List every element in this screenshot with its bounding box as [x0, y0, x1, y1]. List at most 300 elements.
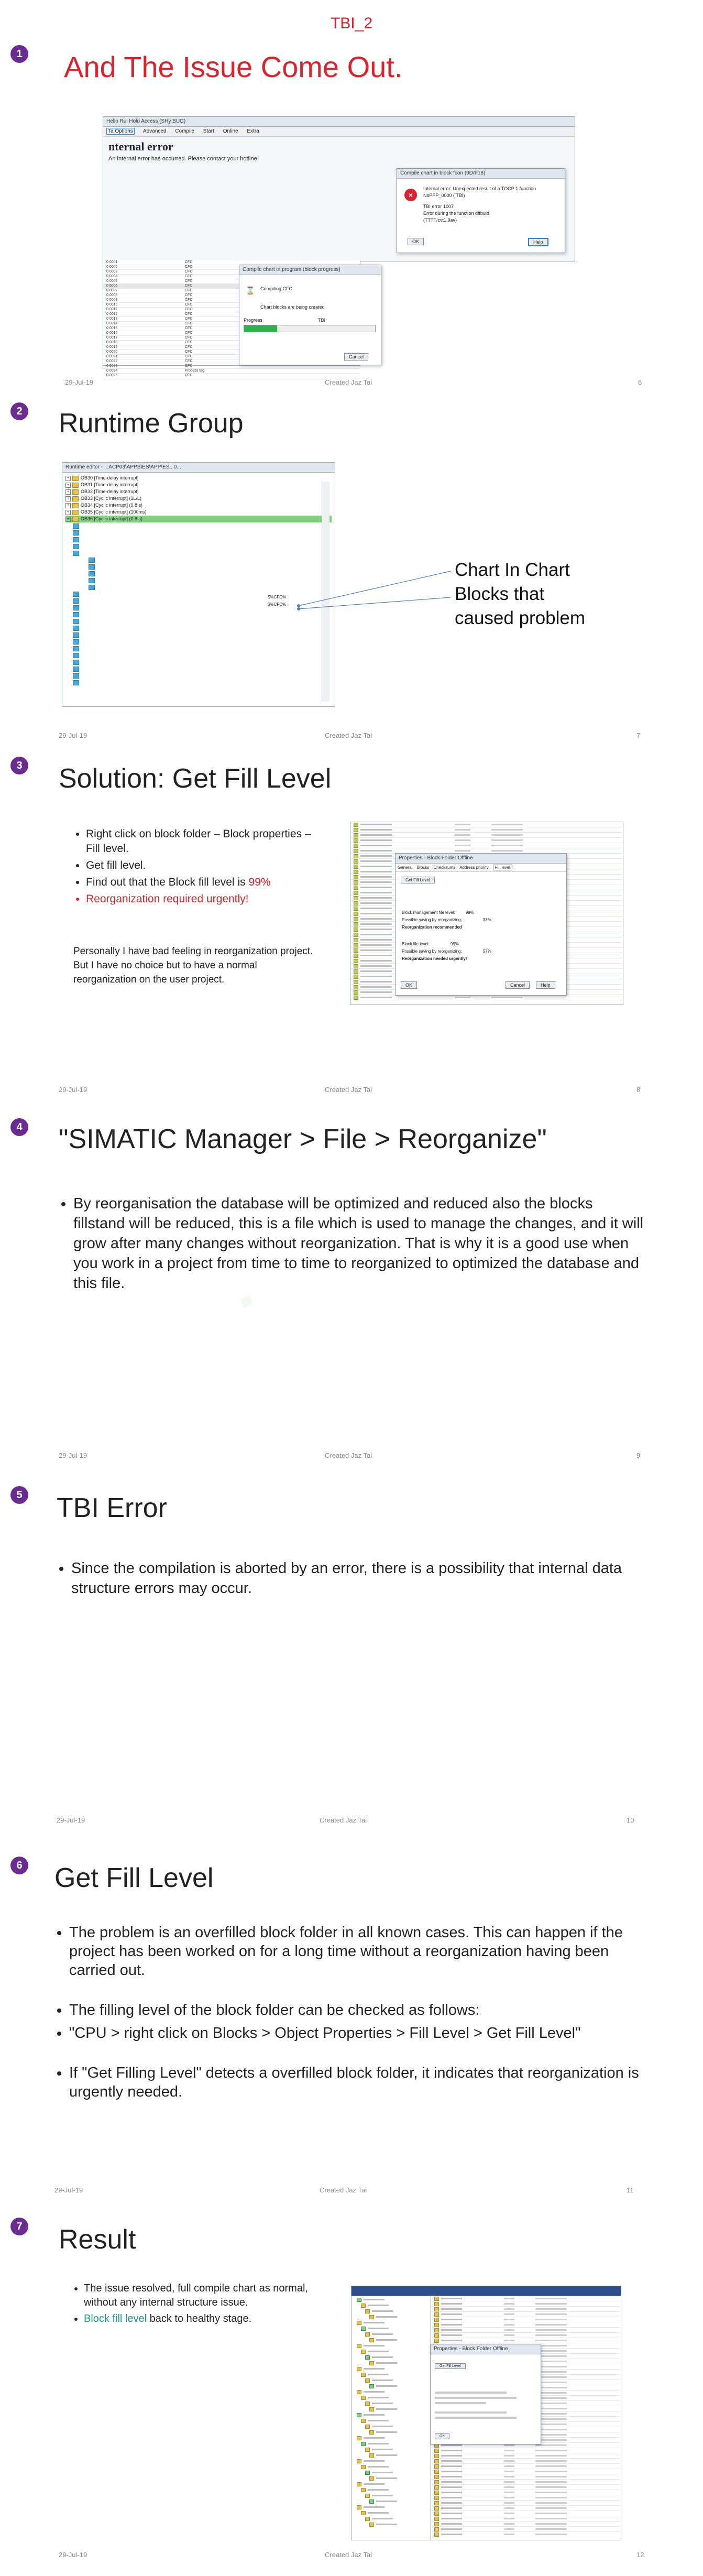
pointer-label: $%CFC% [268, 602, 287, 607]
tree-item[interactable] [352, 2337, 430, 2342]
menu-bar [103, 127, 575, 137]
block-icon [354, 964, 358, 968]
block-row[interactable] [431, 2453, 620, 2459]
tab-address-priority[interactable]: Address priority [459, 865, 489, 870]
folder-icon [361, 2488, 366, 2492]
menu-item[interactable]: Compile [175, 128, 194, 134]
block-icon [434, 2475, 439, 2479]
folder-icon [361, 2327, 366, 2331]
block-icon [354, 854, 358, 858]
tree-item[interactable] [352, 2319, 430, 2325]
progress-line-2: Chart blocks are being created [260, 304, 325, 310]
slide-title: "SIMATIC Manager > File > Reorganize" [59, 1124, 547, 1154]
block-icon [434, 2302, 439, 2306]
block-row[interactable]: 0 0013 CFC [103, 317, 360, 322]
bullet: • The issue resolved, full compile chart as normal, without any internal structure issue. [84, 2282, 333, 2310]
slide-paragraph: Personally I have bad feeling in reorganization project. But I have no choice but to have a normal reorganization on the user project. [73, 946, 313, 985]
tree-item[interactable] [65, 652, 332, 659]
folder-icon [73, 626, 79, 631]
fill-level-info [435, 2392, 537, 2423]
arrow-tip [297, 607, 300, 610]
dialog-ok-button[interactable]: OK [408, 238, 424, 245]
tree-item[interactable] [352, 2469, 430, 2475]
block-icon [434, 2323, 439, 2327]
folder-icon [357, 2459, 361, 2463]
block-row[interactable] [431, 2506, 620, 2511]
tree-item[interactable] [65, 625, 332, 631]
slide-author: Created Jaz Tai [325, 2551, 372, 2559]
folder-icon [72, 510, 79, 515]
folder-icon [357, 2436, 361, 2440]
fill-level-value: 99% [248, 876, 271, 888]
block-icon [434, 2318, 439, 2322]
info-line: Possible saving by reorganizing: 33% [402, 918, 491, 922]
block-icon [354, 849, 358, 853]
bullet: • Right click on block folder – Block properties – Fill level. [86, 827, 314, 856]
block-icon [354, 886, 358, 890]
folder-icon [73, 537, 79, 542]
tab-checksums[interactable]: Checksums [433, 865, 456, 870]
folder-icon [369, 2453, 374, 2458]
dialog-title: Properties - Block Folder Offline [396, 854, 566, 864]
slide-bullets [57, 1558, 643, 1600]
block-row[interactable]: 0 0004 CFC [103, 275, 360, 279]
tree-item[interactable] [65, 638, 332, 645]
block-row[interactable] [431, 2501, 620, 2506]
block-row[interactable]: 0 0024 Process tag [103, 369, 360, 374]
folder-icon [365, 2494, 370, 2498]
block-row[interactable]: 0 0017 CFC [103, 336, 360, 341]
tree-item[interactable] [65, 570, 332, 577]
slide-page: 8 [636, 1086, 641, 1094]
arrow-line [299, 597, 451, 609]
block-icon [434, 2459, 439, 2463]
block-row[interactable]: 0 0020 CFC [103, 350, 360, 355]
block-row[interactable]: 0 0016 CFC [103, 331, 360, 336]
block-icon [434, 2480, 439, 2484]
tree-item[interactable] [352, 2504, 430, 2509]
tree-item[interactable] [352, 2308, 430, 2313]
dialog-help-button[interactable]: Help [536, 981, 555, 989]
slide-author: Created Jaz Tai [320, 2186, 367, 2194]
block-icon [354, 828, 358, 832]
tree-item[interactable] [352, 2354, 430, 2360]
folder-icon [357, 2482, 361, 2486]
block-row[interactable] [431, 2516, 620, 2522]
tree-item[interactable] [65, 522, 332, 529]
tree-item[interactable] [352, 2440, 430, 2446]
tree-item[interactable] [352, 2498, 430, 2504]
folder-icon [73, 598, 79, 604]
tree-item[interactable] [352, 2515, 430, 2521]
folder-icon [365, 2471, 370, 2475]
tree-item[interactable] [352, 2475, 430, 2481]
tree-item[interactable] [65, 659, 332, 665]
folder-icon [357, 2367, 361, 2371]
tree-item[interactable] [352, 2388, 430, 2394]
tree-item[interactable] [352, 2406, 430, 2411]
slide-author: Created Jaz Tai [325, 732, 372, 739]
tree-item[interactable]: + OB36 [Cyclic interrupt] (0.8 s) [65, 516, 332, 522]
block-row[interactable]: 0 0012 CFC [103, 312, 360, 317]
folder-icon [73, 680, 79, 685]
slide-author: Created Jaz Tai [325, 378, 372, 386]
folder-icon [365, 2402, 370, 2406]
block-row[interactable] [431, 2328, 620, 2333]
result-screenshot [351, 2286, 621, 2540]
folder-icon [72, 496, 79, 501]
tree-item[interactable] [352, 2411, 430, 2417]
folder-icon [357, 2298, 361, 2302]
bullet: • By reorganisation the database will be optimized and reduced also the blocks fillstand will be reduced, this is a file which is used to manage the changes, and it will grow after many changes without reorganization. That is why it is a good use when you work in a project from time to time to reorganized to optimized the database and this file. [73, 1194, 645, 1293]
block-row[interactable]: 0 0005 CFC [103, 279, 360, 284]
block-row[interactable] [350, 995, 623, 1000]
block-icon [434, 2449, 439, 2453]
tree-item[interactable] [352, 2417, 430, 2423]
bullet: • If "Get Filling Level" detects a overfilled block folder, it indicates that reorganization is urgently needed. [69, 2064, 646, 2101]
tree-item[interactable] [352, 2463, 430, 2469]
tree-item[interactable] [352, 2435, 430, 2440]
block-icon [354, 891, 358, 895]
project-tree [352, 2296, 431, 2540]
error-dialog [397, 168, 565, 253]
progress-value: TBI [318, 318, 326, 323]
tree-item[interactable] [65, 563, 332, 570]
folder-icon [73, 667, 79, 672]
block-row[interactable]: 0 0006 CFC [103, 284, 360, 289]
tree-item[interactable]: + OB30 [Time-delay interrupt] [65, 475, 332, 482]
folder-icon [72, 503, 79, 508]
folder-icon [369, 2315, 374, 2319]
folder-icon [73, 632, 79, 638]
tree-item[interactable] [65, 631, 332, 638]
tree-item[interactable] [352, 2296, 430, 2302]
slide-date: 29-Jul-19 [57, 1816, 85, 1824]
block-row[interactable] [431, 2317, 620, 2322]
block-icon [354, 996, 358, 1000]
info-line: Possible saving by reorganizing: 57% [402, 949, 491, 954]
tree-item[interactable] [352, 2492, 430, 2498]
block-row[interactable]: 0 0019 CFC [103, 345, 360, 350]
tree-item[interactable] [352, 2429, 430, 2435]
block-icon [434, 2485, 439, 2490]
menu-item[interactable]: Advanced [143, 128, 167, 134]
block-row[interactable]: 0 0002 CFC [103, 265, 360, 270]
block-icon [434, 2501, 439, 2505]
block-row[interactable] [431, 2301, 620, 2307]
block-row[interactable] [431, 2459, 620, 2464]
tree-item[interactable] [352, 2486, 430, 2492]
tree-item[interactable] [352, 2400, 430, 2406]
block-row[interactable] [431, 2485, 620, 2490]
folder-icon [72, 489, 79, 495]
tab-fill-level[interactable]: Fill level [493, 865, 512, 870]
folder-icon [73, 673, 79, 679]
block-icon [354, 938, 358, 942]
tree-item[interactable] [352, 2325, 430, 2331]
block-icon [354, 833, 358, 837]
folder-icon [357, 2413, 361, 2417]
tree-item[interactable] [65, 536, 332, 543]
progress-cancel-button[interactable]: Cancel [344, 353, 368, 361]
slide-date: 29-Jul-19 [59, 1086, 87, 1094]
bullet: • "CPU > right click on Blocks > Object Properties > Fill Level > Get Fill Level" [69, 2024, 646, 2043]
block-icon [354, 880, 358, 885]
block-row[interactable]: 0 0022 CFC [103, 359, 360, 364]
block-icon [354, 907, 358, 911]
tree-item[interactable] [352, 2365, 430, 2371]
tree-item[interactable] [352, 2458, 430, 2463]
folder-icon [365, 2332, 370, 2337]
tree-item[interactable] [352, 2383, 430, 2388]
slide-page: 10 [627, 1816, 634, 1824]
tree-item[interactable] [65, 672, 332, 679]
block-row[interactable] [350, 843, 623, 848]
tree-item[interactable] [352, 2452, 430, 2458]
block-row[interactable] [431, 2307, 620, 2312]
dialog-text: Internal error: Unexpected result of a TOCP 1 function NoPPP_0000 ( TBI) TBI error 1007 Error during the function dffbuid (TTTT/cvt1.9av) [423, 186, 536, 223]
slide-date: 29-Jul-19 [65, 378, 94, 386]
block-row[interactable] [431, 2527, 620, 2532]
error-screenshot [103, 116, 575, 261]
tree-item[interactable] [352, 2509, 430, 2515]
block-icon [354, 975, 358, 979]
block-icon [434, 2522, 439, 2526]
tree-item[interactable] [352, 2446, 430, 2452]
folder-icon [72, 476, 79, 481]
block-row[interactable] [350, 838, 623, 843]
block-row[interactable] [431, 2312, 620, 2317]
folder-icon [361, 2511, 366, 2515]
tree-item[interactable] [65, 618, 332, 625]
tree-item[interactable] [65, 665, 332, 672]
error-message: An internal error has occurred. Please contact your hotline. [108, 156, 259, 162]
bullet: • The filling level of the block folder can be checked as follows: [69, 2001, 646, 2020]
dialog-help-button[interactable]: Help [528, 238, 548, 246]
block-row[interactable] [431, 2480, 620, 2485]
tree-item[interactable]: + OB33 [Cyclic interrupt] (1L/L) [65, 495, 332, 502]
slide-number-badge: 6 [10, 1857, 28, 1874]
progress-bar-fill [244, 325, 277, 332]
tree-item[interactable] [352, 2360, 430, 2365]
block-icon [354, 823, 358, 827]
slide-number-badge: 2 [10, 402, 28, 420]
block-row[interactable] [431, 2448, 620, 2453]
folder-icon [365, 2517, 370, 2521]
block-row[interactable]: 0 0011 CFC [103, 308, 360, 312]
tree-item[interactable]: + OB32 [Time-delay interrupt] [65, 488, 332, 495]
get-fill-level-button[interactable]: Get Fill Level [435, 2363, 466, 2369]
tree-item[interactable] [352, 2331, 430, 2337]
dialog-ok-button[interactable]: OK [401, 981, 417, 989]
block-row[interactable]: 0 0025 CFC [103, 374, 360, 378]
block-row[interactable] [431, 2464, 620, 2469]
tab-blocks[interactable]: Blocks [416, 865, 430, 870]
tree-item[interactable] [352, 2377, 430, 2383]
window-title: Hello Rui Hold Access (SHy BUG) [103, 117, 575, 127]
tree-item[interactable] [352, 2302, 430, 2308]
info-line: Block management file level: 99% [402, 910, 474, 915]
block-icon [354, 922, 358, 926]
tree-item[interactable] [65, 597, 332, 604]
tree-item[interactable]: + OB35 [Cyclic interrupt] (100ms) [65, 509, 332, 516]
block-row[interactable] [350, 833, 623, 838]
progress-line-1: Compiling CFC [260, 286, 293, 291]
dialog-ok-button[interactable]: OK [435, 2433, 449, 2439]
folder-icon [369, 2476, 374, 2481]
block-row[interactable]: 0 0001 CFC [103, 260, 360, 265]
folder-icon [89, 564, 95, 570]
tree-item[interactable]: + OB31 [Time-delay interrupt] [65, 482, 332, 488]
bullet: • Reorganization required urgently! [86, 892, 314, 907]
slide-number-badge: 7 [10, 2218, 28, 2235]
block-row[interactable] [431, 2522, 620, 2527]
tab-general[interactable]: General [398, 865, 413, 870]
block-icon [354, 912, 358, 916]
tree-item[interactable] [65, 611, 332, 618]
block-row[interactable]: 0 0010 CFC [103, 303, 360, 308]
folder-icon [365, 2355, 370, 2360]
tree-item[interactable] [65, 550, 332, 556]
block-row[interactable] [431, 2490, 620, 2495]
slide-bullets [71, 2282, 333, 2328]
slide-number-badge: 3 [10, 757, 28, 774]
block-icon [354, 927, 358, 932]
block-icon [354, 838, 358, 843]
block-row[interactable]: 0 0015 CFC [103, 326, 360, 331]
progress-bar [244, 325, 376, 332]
tree-item[interactable] [65, 529, 332, 536]
tree-item[interactable] [352, 2481, 430, 2486]
block-row[interactable] [431, 2296, 620, 2301]
block-row[interactable] [431, 2338, 620, 2343]
folder-icon [357, 2321, 361, 2325]
block-icon [434, 2506, 439, 2510]
document-title: TBI_2 [330, 15, 373, 32]
slide-page: 6 [638, 378, 642, 386]
block-row[interactable] [431, 2495, 620, 2501]
slide-title: Runtime Group [59, 408, 244, 439]
block-row[interactable] [431, 2474, 620, 2480]
tree-item[interactable] [65, 577, 332, 584]
tree-item[interactable] [65, 679, 332, 686]
block-icon [434, 2491, 439, 2495]
folder-icon [369, 2430, 374, 2435]
dialog-cancel-button[interactable]: Cancel [506, 981, 530, 989]
block-row[interactable]: 0 0023 CFC [103, 364, 360, 369]
folder-icon [73, 653, 79, 658]
block-icon [354, 844, 358, 848]
tree-item[interactable] [352, 2342, 430, 2348]
get-fill-level-button[interactable]: Get Fill Level [401, 877, 435, 883]
tree-item[interactable] [65, 604, 332, 611]
block-row[interactable]: 0 0014 CFC [103, 322, 360, 326]
slide-bullets [54, 1923, 646, 2103]
block-icon [354, 896, 358, 900]
block-icon [354, 969, 358, 974]
folder-icon [365, 2448, 370, 2452]
tree-item[interactable] [352, 2423, 430, 2429]
dialog-title: Compile chart in block fcon (9D/F18) [397, 169, 565, 179]
arrow-line [299, 571, 451, 606]
block-row[interactable]: 0 0009 CFC [103, 298, 360, 303]
block-row[interactable] [431, 2322, 620, 2328]
properties-dialog [430, 2344, 541, 2444]
annotation-arrows [293, 566, 461, 629]
block-icon [354, 980, 358, 984]
block-row[interactable] [431, 2333, 620, 2338]
block-row[interactable] [431, 2511, 620, 2516]
tree-item[interactable] [352, 2394, 430, 2400]
menu-item[interactable]: Online [223, 128, 238, 134]
tree-item[interactable] [65, 556, 332, 563]
folder-icon [73, 523, 79, 529]
pointer-label: $%CFC% [268, 595, 287, 599]
tree-item[interactable] [352, 2371, 430, 2377]
block-row[interactable]: 0 0003 CFC [103, 270, 360, 275]
tree-item[interactable] [65, 591, 332, 597]
block-icon [354, 901, 358, 905]
block-icon [434, 2512, 439, 2516]
slide-page: 9 [636, 1451, 641, 1459]
block-icon [434, 2339, 439, 2343]
error-heading: nternal error [108, 140, 173, 153]
tree-item[interactable]: + OB34 [Cyclic interrupt] (0.8 s) [65, 502, 332, 509]
slide-date: 29-Jul-19 [59, 2551, 87, 2559]
tree-item[interactable] [352, 2313, 430, 2319]
block-row[interactable]: 0 0007 CFC [103, 289, 360, 293]
folder-icon [361, 2304, 366, 2308]
dialog-title: Properties - Block Folder Offline [431, 2344, 541, 2354]
folder-icon [365, 2425, 370, 2429]
info-line: Block file level: 99% [402, 942, 459, 946]
folder-icon [357, 2390, 361, 2394]
block-row[interactable] [431, 2532, 620, 2537]
tree-item[interactable] [352, 2521, 430, 2527]
folder-icon [357, 2344, 361, 2348]
block-row[interactable] [350, 827, 623, 833]
block-icon [354, 917, 358, 921]
tree-item[interactable] [65, 584, 332, 591]
block-row[interactable] [431, 2469, 620, 2474]
menu-item[interactable]: Start [203, 128, 214, 134]
folder-icon [369, 2499, 374, 2504]
block-row[interactable] [350, 822, 623, 827]
block-icon [354, 865, 358, 869]
block-icon [434, 2496, 439, 2500]
block-icon [434, 2333, 439, 2338]
bullet: • Get fill level. [86, 858, 314, 873]
folder-icon [89, 558, 95, 563]
block-icon [434, 2464, 439, 2469]
block-icon [434, 2454, 439, 2458]
block-row[interactable]: 0 0008 CFC [103, 293, 360, 298]
menu-item[interactable]: Ta Options [106, 128, 135, 135]
block-icon [434, 2328, 439, 2332]
tree-item[interactable] [352, 2348, 430, 2354]
block-icon [354, 959, 358, 963]
block-icon [434, 2297, 439, 2301]
folder-icon [361, 2419, 366, 2423]
block-row[interactable]: 0 0021 CFC [103, 355, 360, 359]
block-icon [434, 2527, 439, 2531]
tree-item[interactable] [65, 645, 332, 652]
block-row[interactable]: 0 0018 CFC [103, 341, 360, 345]
tree-item[interactable] [65, 543, 332, 550]
menu-item[interactable]: Extra [247, 128, 259, 134]
slide-date: 29-Jul-19 [59, 1451, 87, 1459]
slide-number-badge: 5 [10, 1486, 28, 1504]
